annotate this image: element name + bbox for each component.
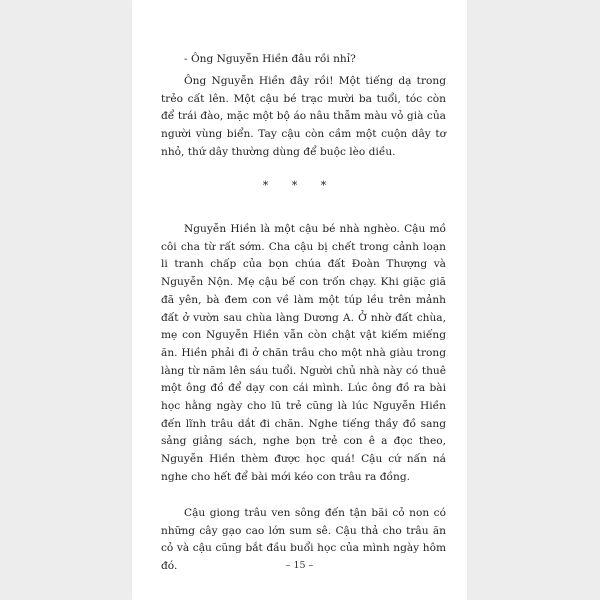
dialogue-line: - Ông Nguyễn Hiền đâu rồi nhỉ? xyxy=(184,53,356,65)
paragraph-1: Ông Nguyễn Hiền đây rồi! Một tiếng dạ trong trẻo cất lên. Một cậu bé trạc mười ba tuổi, tóc còn để trái đào, mặc một bộ áo nâu thẫm màu vỏ già của người vùng biển. Tay cậu còn cầm một cuộn dây tơ nhỏ, thứ dây thường dùng để buộc lèo diều. xyxy=(161,75,446,158)
paragraph-2: Nguyễn Hiền là một cậu bé nhà nghèo. Cậu mồ côi cha từ rất sớm. Cha cậu bị chết trong cảnh loạn li tranh chấp của bọn chúa đất Đoàn Thượng và Nguyễn Nộn. Mẹ cậu bế con trốn chạy. Khi giặc giã đã yên, bà đem con về làm một túp lều trên mảnh đất ở vườn sau chùa làng Dương A. Ở nhờ đất chùa, mẹ con Nguyễn Hiền vẫn còn chật vật kiếm miếng ăn. Hiền phải đi ở chăn trâu cho một nhà giàu trong làng từ năm lên sáu tuổi. Người chủ nhà này có thuê một ông đồ để dạy con cái mình. Lúc ông đồ ra bài học hằng ngày cho lũ trẻ cũng là lúc Nguyễn Hiền đến lĩnh trâu dắt đi chăn. Nghe tiếng thầy đồ sang sảng giảng sách, nghe bọn trẻ con ê a đọc theo, Nguyễn Hiền thèm được học quá! Cậu cứ nấn ná nghe cho hết để bài mới kéo con trâu ra đồng. xyxy=(161,223,446,483)
page-number: – 15 – xyxy=(285,560,314,571)
paragraph-3: Cậu giong trâu ven sông đến tận bãi cỏ non có những cây gạo cao lớn sum sê. Cậu thả cho trâu ăn cỏ và cậu cũng bắt đầu buổi học của mình ngày hôm đó. xyxy=(161,507,446,573)
book-page xyxy=(132,0,467,600)
section-separator: * * * xyxy=(262,179,337,192)
